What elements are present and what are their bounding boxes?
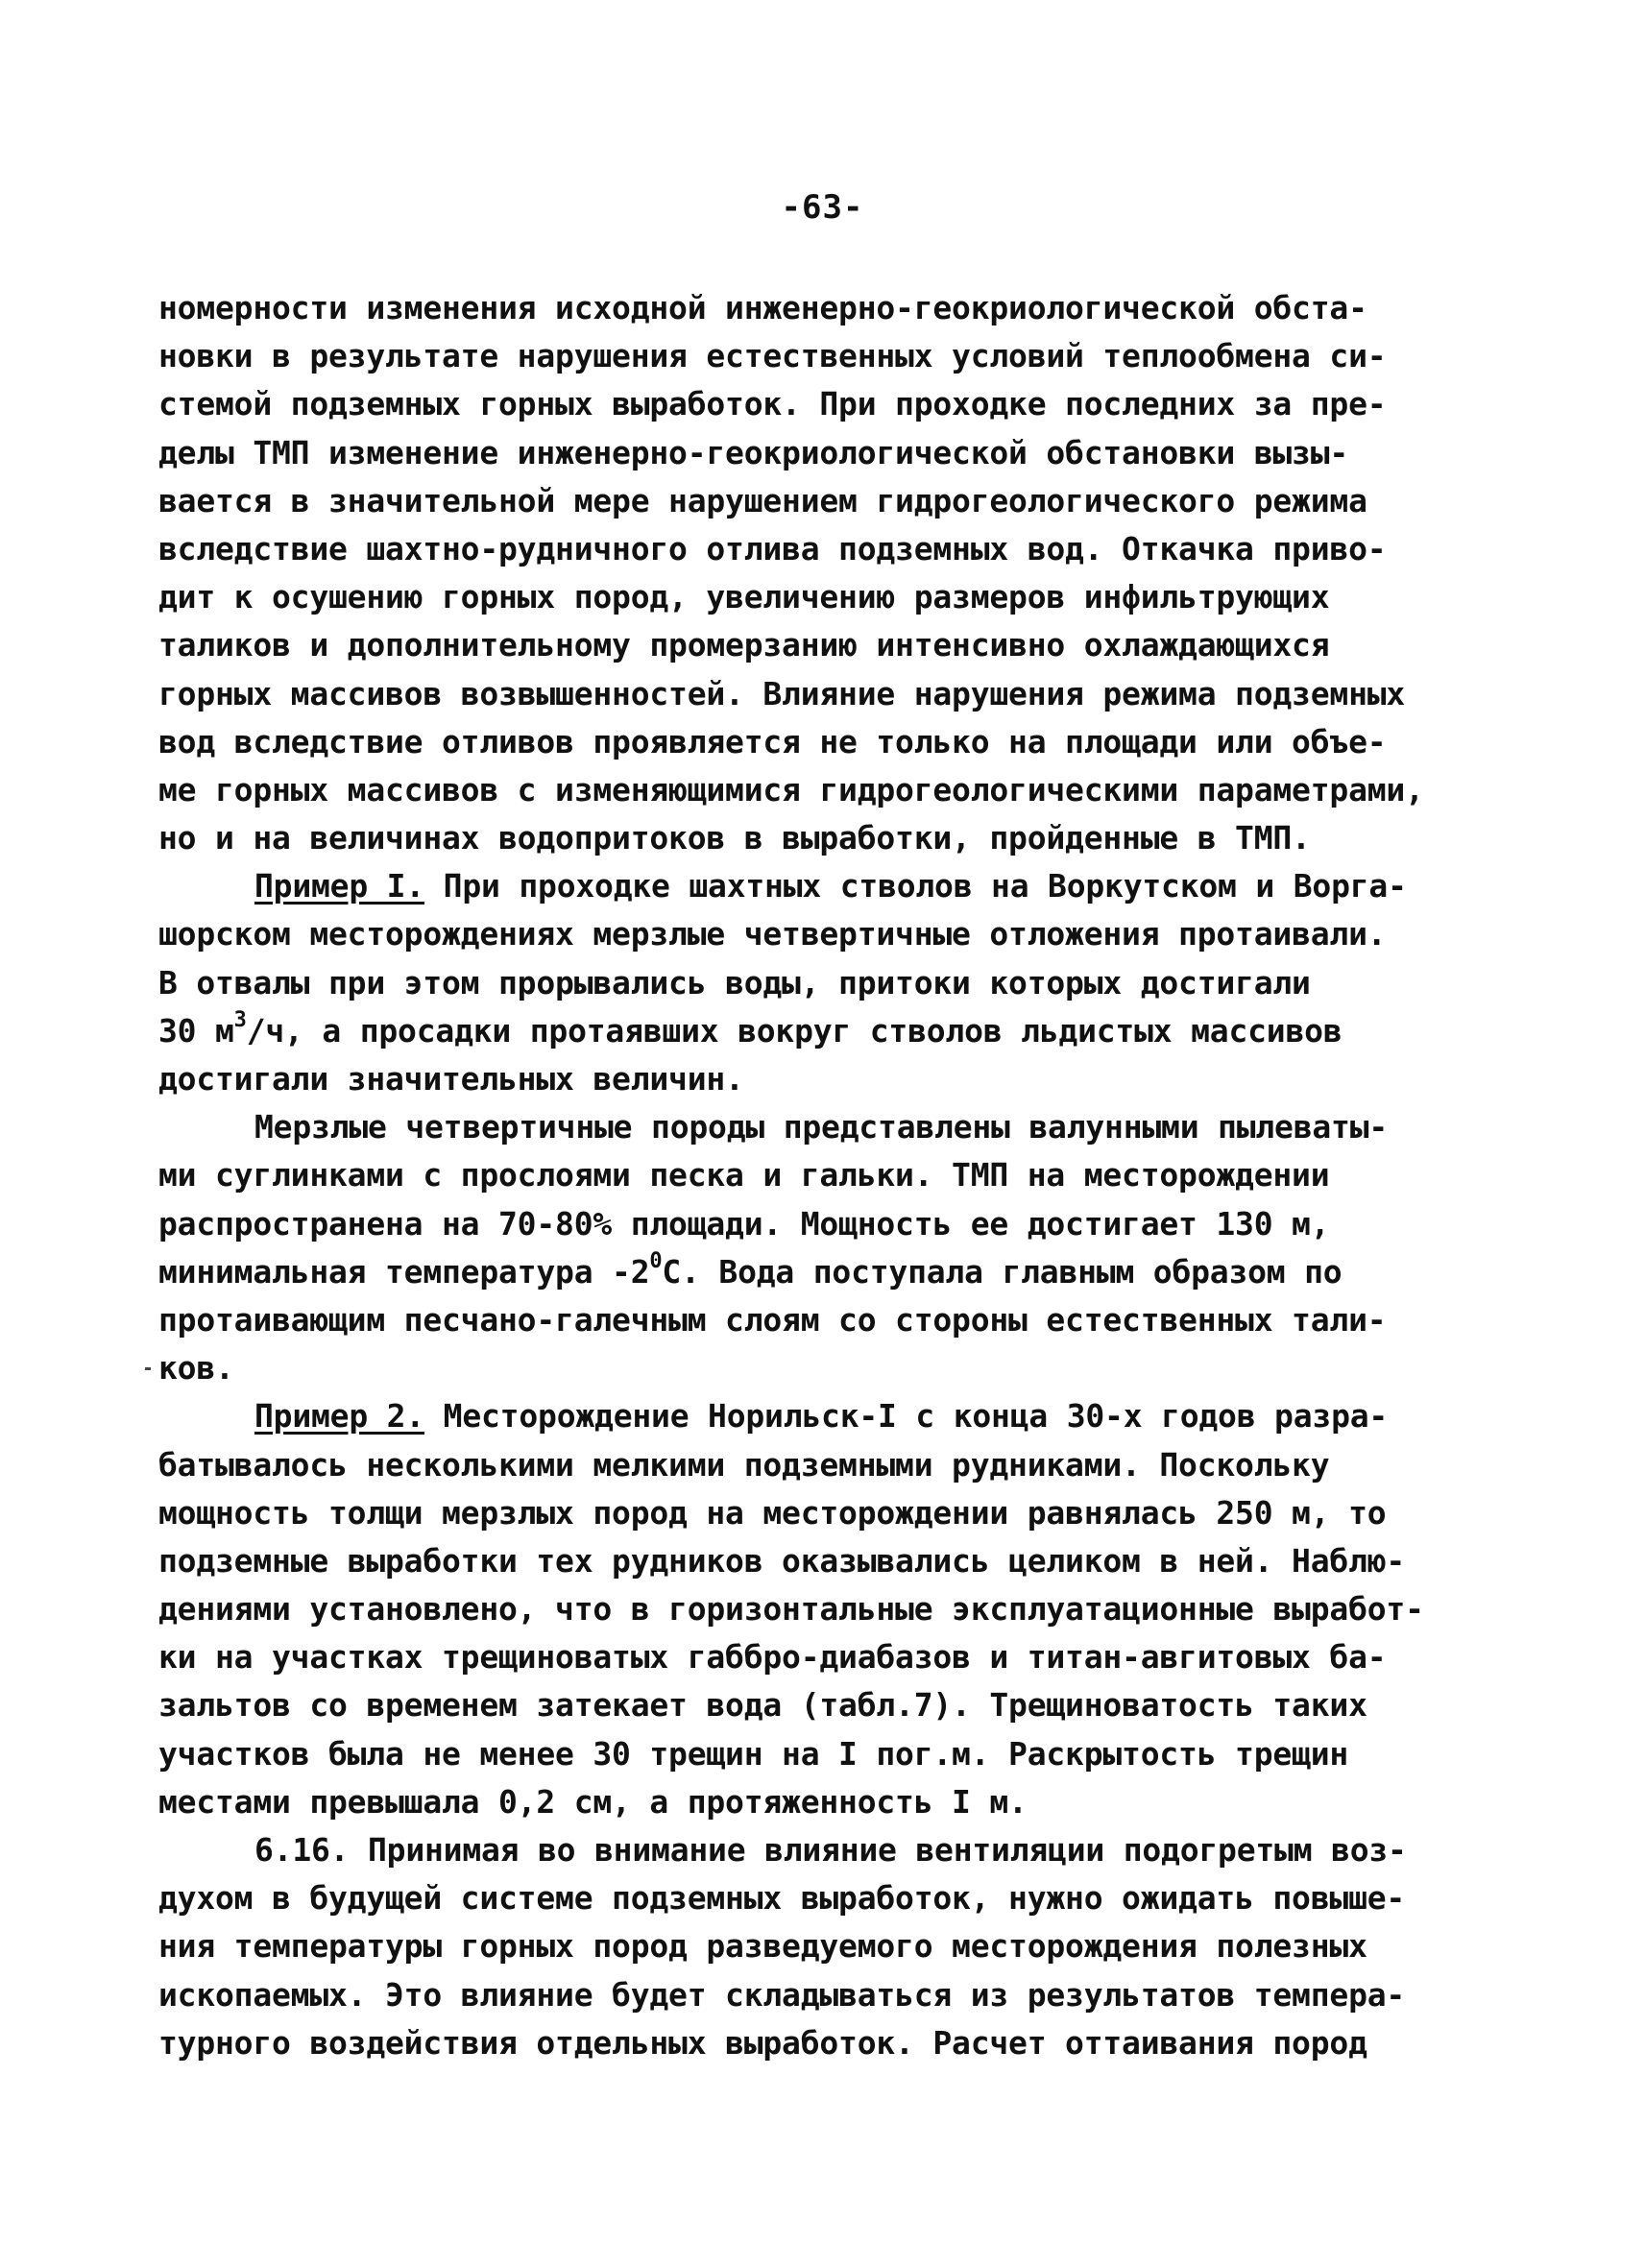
text-line: ки на участках трещиноватых габбро-диабазов и титан-авгитовых ба- [158, 1638, 1387, 1677]
text-line: ков. [158, 1344, 1493, 1392]
text-line: Мерзлые четвертичные породы представлены валунными пылеваты- [254, 1108, 1389, 1146]
paragraph-3 [158, 1826, 1493, 2067]
text-line: местами превышала 0,2 см, а протяженность I м. [158, 1782, 1028, 1821]
text-line: дениями установлено, что в горизонтальные эксплуатационные выработ- [158, 1590, 1424, 1629]
text-line: мощность толщи мерзлых пород на месторождении равнялась 250 м, то [158, 1493, 1387, 1532]
example-2-first-line: Месторождение Норильск-I с конца 30-х годов разра- [424, 1397, 1389, 1436]
text-line: участков была не менее 30 трещин на I пог.м. Раскрытость трещин [158, 1734, 1349, 1773]
flow-value: 30 м [158, 1011, 234, 1050]
text-line: таликов и дополнительному промерзанию интенсивно охлаждающихся [158, 626, 1330, 664]
example-1-paragraph [158, 862, 1493, 1103]
temperature-value: минимальная температура -2 [158, 1252, 650, 1291]
text-line: вод вследствие отливов проявляется не только на площади или объе- [158, 722, 1387, 760]
text-line: вается в значительной мере нарушением гидрогеологического режима [158, 481, 1367, 519]
text-line: духом в будущей системе подземных выработок, нужно ожидать повыше- [158, 1879, 1406, 1918]
text-line: распространена на 70-80% площади. Мощность ее достигает 130 м, [158, 1204, 1330, 1243]
paragraph-1 [158, 284, 1493, 862]
text-line [158, 1392, 1493, 1440]
text-line: ме горных массивов с изменяющимися гидрогеологическими параметрами, [158, 770, 1424, 808]
text-line: зальтов со временем затекает вода (табл.7). Трещиноватость таких [158, 1686, 1367, 1725]
example-2-label: Пример 2. [254, 1397, 425, 1436]
text-line: достигали значительных величин. [158, 1060, 744, 1098]
example-1-label: Пример I. [254, 867, 425, 905]
degree-superscript: 0 [649, 1248, 663, 1273]
text-line: ния температуры горных пород разведуемого месторождения полезных [158, 1927, 1367, 1966]
paragraph-2 [158, 1103, 1493, 1392]
text-line: горных массивов возвышенностей. Влияние нарушения режима подземных [158, 674, 1406, 712]
text-line [158, 1007, 1493, 1055]
body-text [158, 284, 1493, 2067]
text-line: турного воздействия отдельных выработок. Расчет оттаивания пород [158, 2023, 1367, 2062]
page-number: -63- [781, 188, 864, 227]
flow-line-rest: /ч, а просадки протаявших вокруг стволов льдистых массивов [246, 1011, 1343, 1050]
example-2-paragraph [158, 1392, 1493, 1826]
text-line [158, 862, 1493, 910]
text-line: дит к осушению горных пород, увеличению размеров инфильтрующих [158, 578, 1330, 616]
example-1-first-line: При проходке шахтных стволов на Воркутском и Ворга- [424, 867, 1407, 905]
text-line: ми суглинками с прослоями песка и гальки. ТМП на месторождении [158, 1156, 1330, 1194]
text-line: вследствие шахтно-рудничного отлива подземных вод. Откачка приво- [158, 529, 1387, 567]
temperature-line-rest: С. Вода поступала главным образом по [662, 1252, 1343, 1291]
text-line: подземные выработки тех рудников оказывались целиком в ней. Наблю- [158, 1541, 1406, 1580]
text-line: номерности изменения исходной инженерно-геокриологической обста- [158, 289, 1367, 326]
text-line: протаивающим песчано-галечным слоям со стороны естественных тали- [158, 1300, 1387, 1339]
text-line: ископаемых. Это влияние будет складываться из результатов темпера- [158, 1975, 1406, 2014]
text-line: В отвалы при этом прорывались воды, притоки которых достигали [158, 963, 1311, 1001]
text-line: стемой подземных горных выработок. При проходке последних за пре- [158, 385, 1387, 423]
flow-unit-superscript: 3 [233, 1007, 247, 1032]
text-line: 6.16. Принимая во внимание влияние вентиляции подогретым воз- [254, 1831, 1407, 1869]
text-line: но и на величинах водопритоков в выработки, пройденные в ТМП. [158, 819, 1311, 857]
text-line: новки в результате нарушения естественных условий теплообмена си- [158, 337, 1387, 375]
text-line: делы ТМП изменение инженерно-геокриологической обстановки вызы- [158, 433, 1349, 471]
text-line: шорском месторождениях мерзлые четвертичные отложения протаивали. [158, 915, 1387, 953]
text-line [158, 1248, 1493, 1296]
text-line: батывалось несколькими мелкими подземными рудниками. Поскольку [158, 1445, 1330, 1484]
